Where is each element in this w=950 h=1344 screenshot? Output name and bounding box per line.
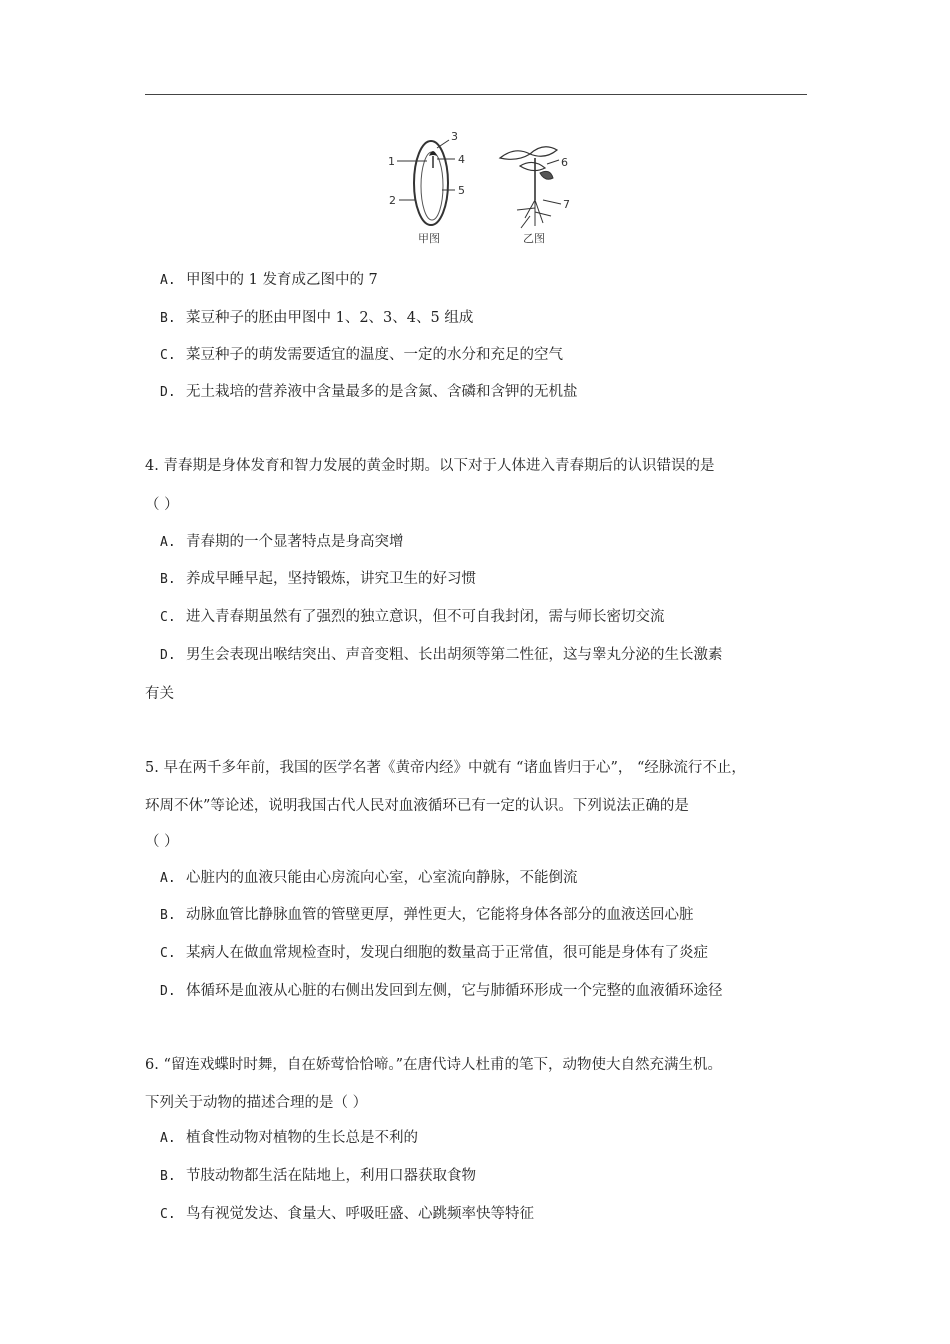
seed-figure	[385, 128, 585, 248]
label-1: 1	[388, 155, 395, 168]
header-rule	[145, 94, 807, 95]
option-text: 无土栽培的营养液中含量最多的是含氮、含磷和含钾的无机盐	[186, 384, 578, 400]
q4-stem-line2: （ ）	[145, 497, 179, 513]
label-7: 7	[563, 198, 570, 211]
option-letter: B.	[160, 311, 176, 326]
q3-option-c	[160, 345, 563, 366]
option-text: 节肢动物都生活在陆地上，利用口器获取食物	[186, 1168, 476, 1184]
option-text: 动脉血管比静脉血管的管壁更厚，弹性更大，它能将身体各部分的血液送回心脏	[186, 907, 694, 923]
label-4: 4	[458, 153, 465, 166]
option-text: 菜豆种子的胚由甲图中 1、2、3、4、5 组成	[186, 310, 474, 326]
q5-stem-line3: （ ）	[145, 834, 179, 850]
option-letter: D.	[160, 984, 176, 999]
q4-option-c	[160, 607, 665, 628]
option-letter: A.	[160, 273, 176, 288]
label-3: 3	[451, 130, 458, 143]
q6-stem-line1: 6. “留连戏蝶时时舞，自在娇莺恰恰啼。”在唐代诗人杜甫的笔下，动物使大自然充满生机。	[145, 1057, 723, 1073]
option-letter: D.	[160, 385, 176, 400]
label-6: 6	[561, 156, 568, 169]
q5-option-b	[160, 905, 694, 926]
option-text: 某病人在做血常规检查时，发现白细胞的数量高于正常值，很可能是身体有了炎症	[186, 945, 708, 961]
option-text: 体循环是血液从心脏的右侧出发回到左侧，它与肺循环形成一个完整的血液循环途径	[186, 983, 723, 999]
q5-stem-line1: 5. 早在两千多年前，我国的医学名著《黄帝内经》中就有 “诸血皆归于心”， “经脉流行不止，	[145, 760, 746, 776]
caption-left: 甲图	[418, 232, 440, 245]
option-text: 菜豆种子的萌发需要适宜的温度、一定的水分和充足的空气	[186, 347, 563, 363]
plumule	[429, 151, 437, 156]
seedling	[500, 147, 557, 228]
option-letter: C.	[160, 348, 176, 363]
caption-right: 乙图	[523, 232, 545, 245]
label-2: 2	[389, 194, 396, 207]
option-text: 心脏内的血液只能由心房流向心室，心室流向静脉，不能倒流	[186, 870, 578, 886]
option-letter: B.	[160, 1169, 176, 1184]
q3-option-b	[160, 308, 473, 329]
option-text: 植食性动物对植物的生长总是不利的	[186, 1130, 418, 1146]
q4-option-a	[160, 532, 404, 553]
q4-option-b	[160, 569, 476, 590]
leader-7	[543, 200, 561, 204]
option-letter: B.	[160, 572, 176, 587]
q5-stem-line2: 环周不休”等论述，说明我国古代人民对血液循环已有一定的认识。下列说法正确的是	[145, 798, 689, 814]
q3-option-a	[160, 270, 378, 291]
q4-option-d	[160, 645, 723, 666]
option-text: 青春期的一个显著特点是身高突增	[186, 534, 404, 550]
label-5: 5	[458, 184, 465, 197]
q6-option-c	[160, 1204, 534, 1225]
q4-stem-line1: 4. 青春期是身体发育和智力发展的黄金时期。以下对于人体进入青春期后的认识错误的是	[145, 458, 715, 474]
option-letter: A.	[160, 1131, 176, 1146]
q6-option-b	[160, 1166, 476, 1187]
option-letter: B.	[160, 908, 176, 923]
option-text: 进入青春期虽然有了强烈的独立意识，但不可自我封闭，需与师长密切交流	[186, 609, 665, 625]
option-letter: C.	[160, 1207, 176, 1222]
q5-option-c	[160, 943, 708, 964]
option-letter: A.	[160, 535, 176, 550]
option-text: 甲图中的 1 发育成乙图中的 7	[186, 272, 378, 288]
option-text: 男生会表现出喉结突出、声音变粗、长出胡须等第二性征，这与睾丸分泌的生长激素	[186, 647, 723, 663]
seed-diagram	[385, 128, 585, 248]
option-letter: D.	[160, 648, 176, 663]
q6-option-a	[160, 1128, 418, 1149]
option-letter: C.	[160, 610, 176, 625]
q6-stem-line2: 下列关于动物的描述合理的是（ ）	[145, 1095, 368, 1111]
option-letter: A.	[160, 871, 176, 886]
leader-6	[547, 160, 559, 164]
option-text: 鸟有视觉发达、食量大、呼吸旺盛、心跳频率快等特征	[186, 1206, 534, 1222]
option-text: 养成早睡早起，坚持锻炼，讲究卫生的好习惯	[186, 571, 476, 587]
option-letter: C.	[160, 946, 176, 961]
q5-option-a	[160, 868, 578, 889]
cotyledon	[421, 152, 443, 220]
q4-option-d-continued: 有关	[145, 686, 174, 702]
q5-option-d	[160, 981, 723, 1002]
q3-option-d	[160, 382, 578, 403]
